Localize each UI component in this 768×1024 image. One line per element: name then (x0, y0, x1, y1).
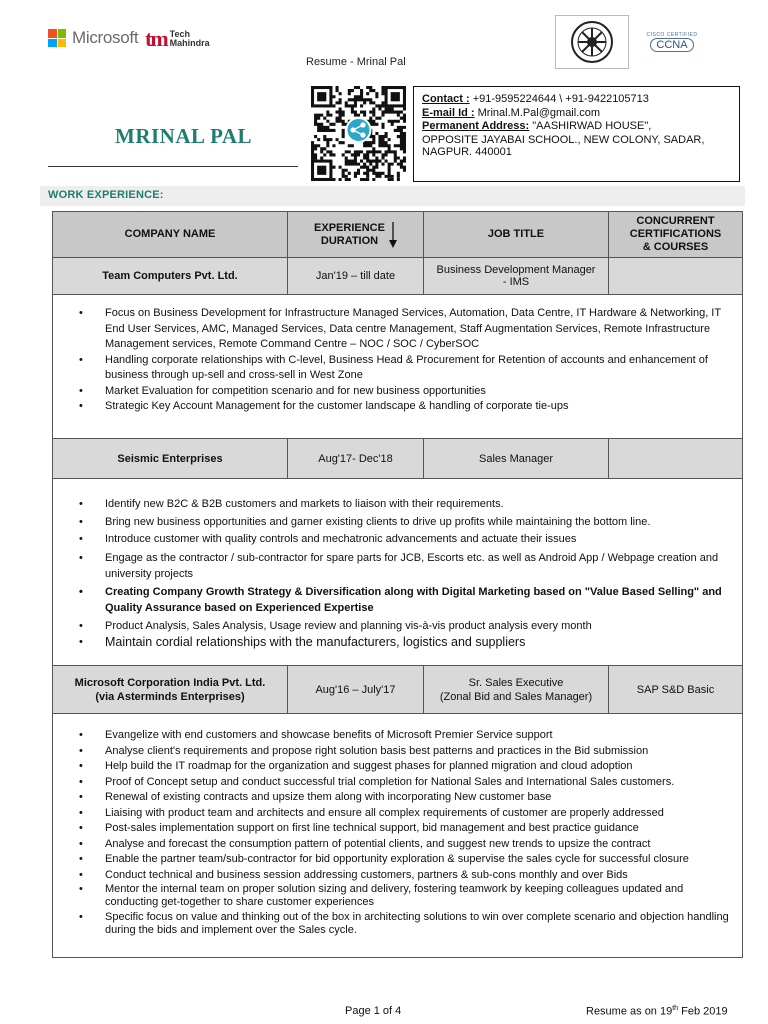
address-line1: "AASHIRWAD HOUSE", (529, 120, 652, 132)
table-header-row (53, 212, 743, 258)
list-item: • Help build the IT roadmap for the organization and suggest phases for planned migration and cloud adoption (105, 759, 742, 775)
job2-company: Seismic Enterprises (53, 439, 288, 479)
list-item: • Market Evaluation for competition scenario and for new business opportunities (105, 384, 742, 400)
contact-label: Contact : (422, 93, 470, 105)
list-item: • Enable the partner team/sub-contractor for bid opportunity exploration & supervise the sales cycle for successful closure (105, 852, 742, 868)
list-item: • Identify new B2C & B2B customers and markets to liaison with their requirements. (105, 497, 742, 513)
job3-bullets (53, 728, 742, 937)
job3-cert: SAP S&D Basic (609, 666, 743, 714)
tech-mahindra-line1: Tech (169, 29, 190, 39)
list-item: • Post-sales implementation support on first line technical support, bid management and best practice guidance (105, 821, 742, 837)
microsoft-logo-text: Microsoft (72, 28, 139, 47)
list-item: • Specific focus on value and thinking out of the box in architecting solutions to win over complete scenario and objection handling during the bids and implement over the Sales cycle. (105, 911, 742, 937)
header-company: COMPANY NAME (53, 212, 288, 258)
list-item: • Introduce customer with quality controls and mechatronic advancements and actuate their issues (105, 532, 742, 548)
header-job-title: JOB TITLE (424, 212, 609, 258)
job2-cert (609, 439, 743, 479)
list-item: • Bring new business opportunities and garner existing clients to drive up profits while maintaining the bottom line. (105, 515, 742, 531)
list-item: • Renewal of existing contracts and upsize them along with incorporating New customer base (105, 790, 742, 806)
email-label: E-mail Id : (422, 106, 475, 119)
table-row (53, 714, 743, 958)
header-duration-line2: DURATION (320, 234, 379, 247)
tech-mahindra-mark: tm (145, 26, 167, 51)
sort-down-arrow-icon (389, 222, 397, 248)
header-certifications (609, 212, 743, 258)
list-item: • Focus on Business Development for Infrastructure Managed Services, Automation, Data Centre, IT Hardware & Networking, IT End User Services, AMC, Managed Services, Data centre Management, Staff Augmentation Services, Remote Infrastructure Management services, Remote Command Centre – NOC / SOC / CyberSOC (105, 306, 742, 353)
header-cert-line1: CONCURRENT (636, 215, 715, 227)
resume-date: Resume as on 19th Feb 2019 (586, 1005, 728, 1018)
job2-duration: Aug'17- Dec'18 (288, 439, 424, 479)
page-number: Page 1 of 4 (345, 1005, 402, 1017)
list-item: • Proof of Concept setup and conduct successful trial completion for National Sales and International Sales customers. (105, 775, 742, 791)
institute-seal-icon (555, 15, 629, 69)
address-line2: OPPOSITE JAYABAI SCHOOL., NEW COLONY, SADAR, (422, 133, 705, 146)
name-underline (48, 166, 298, 167)
list-item: • Mentor the internal team on proper solution sizing and delivery, fostering teamwork by keeping colleagues updated and conducting get-together to share customer experiences (105, 883, 742, 909)
job3-title: Sr. Sales Executive (Zonal Bid and Sales Manager) (424, 666, 609, 714)
list-item: • Engage as the contractor / sub-contractor for spare parts for JCB, Escorts etc. as well as Android App / Webpage creation and university projects (105, 550, 742, 582)
header-cert-line2: CERTIFICATIONS (629, 228, 722, 240)
job1-bullets (53, 306, 742, 415)
job1-duration: Jan'19 – till date (288, 258, 424, 295)
address-label: Permanent Address: (422, 120, 530, 132)
list-item: • Analyse client's requirements and propose right solution basis best patterns and practices in the Bid submission (105, 744, 742, 760)
contact-phone: +91-9595224644 \ +91-9422105713 (469, 93, 649, 105)
header-duration-line1: EXPERIENCE (314, 221, 385, 234)
job3-duration: Aug'16 – July'17 (288, 666, 424, 714)
table-row (53, 666, 743, 714)
list-item: • Liaising with product team and architects and ensure all complex requirements of customer are properly addressed (105, 806, 742, 822)
job1-title: Business Development Manager - IMS (424, 258, 609, 295)
list-item: • Evangelize with end customers and showcase benefits of Microsoft Premier Service support (105, 728, 742, 744)
ccna-text: CCNA (650, 38, 693, 52)
list-item: • Strategic Key Account Management for the customer landscape & handling of corporate tie-ups (105, 399, 742, 415)
job3-company: Microsoft Corporation India Pvt. Ltd. (via Asterminds Enterprises) (53, 666, 288, 714)
list-item: • Creating Company Growth Strategy & Diversification along with Digital Marketing based on "Value Based Selling" and Quality Assurance based on Experienced Expertise (105, 584, 742, 616)
contact-box (413, 86, 740, 182)
list-item: • Product Analysis, Sales Analysis, Usage review and planning vis-à-vis product analysis every month (105, 619, 742, 635)
tech-mahindra-logo (145, 26, 210, 52)
work-experience-table (52, 211, 743, 958)
qr-code-icon (311, 86, 406, 181)
table-row (53, 479, 743, 666)
email-value: Mrinal.M.Pal@gmail.com (474, 106, 601, 119)
ccna-logo (640, 32, 704, 62)
microsoft-logo (48, 28, 138, 48)
tech-mahindra-line2: Mahindra (169, 38, 210, 48)
list-item: • Handling corporate relationships with C-level, Business Head & Procurement for Retention of accounts and enhancement of business through up-sell and cross-sell in West Zone (105, 353, 742, 384)
job1-cert (609, 258, 743, 295)
list-item: • Maintain cordial relationships with the manufacturers, logistics and suppliers (105, 635, 742, 651)
header-cert-line3: & COURSES (642, 241, 709, 253)
header-duration (288, 212, 424, 258)
table-row (53, 295, 743, 439)
table-row (53, 439, 743, 479)
job1-company: Team Computers Pvt. Ltd. (53, 258, 288, 295)
table-row (53, 258, 743, 295)
candidate-name: MRINAL PAL (115, 124, 253, 148)
list-item: • Conduct technical and business session addressing customers, partners & sub-cons monthly and over Bids (105, 868, 742, 884)
job2-bullets (53, 497, 742, 651)
microsoft-squares-icon (48, 29, 66, 47)
section-title-work-experience: WORK EXPERIENCE: (48, 189, 164, 201)
address-line3: NAGPUR. 440001 (422, 146, 512, 158)
list-item: • Analyse and forecast the consumption pattern of potential clients, and suggest new trends to upsize the contract (105, 837, 742, 853)
job2-title: Sales Manager (424, 439, 609, 479)
ccna-small-text: CISCO CERTIFIED (646, 32, 698, 38)
document-header-title: Resume - Mrinal Pal (306, 56, 406, 68)
